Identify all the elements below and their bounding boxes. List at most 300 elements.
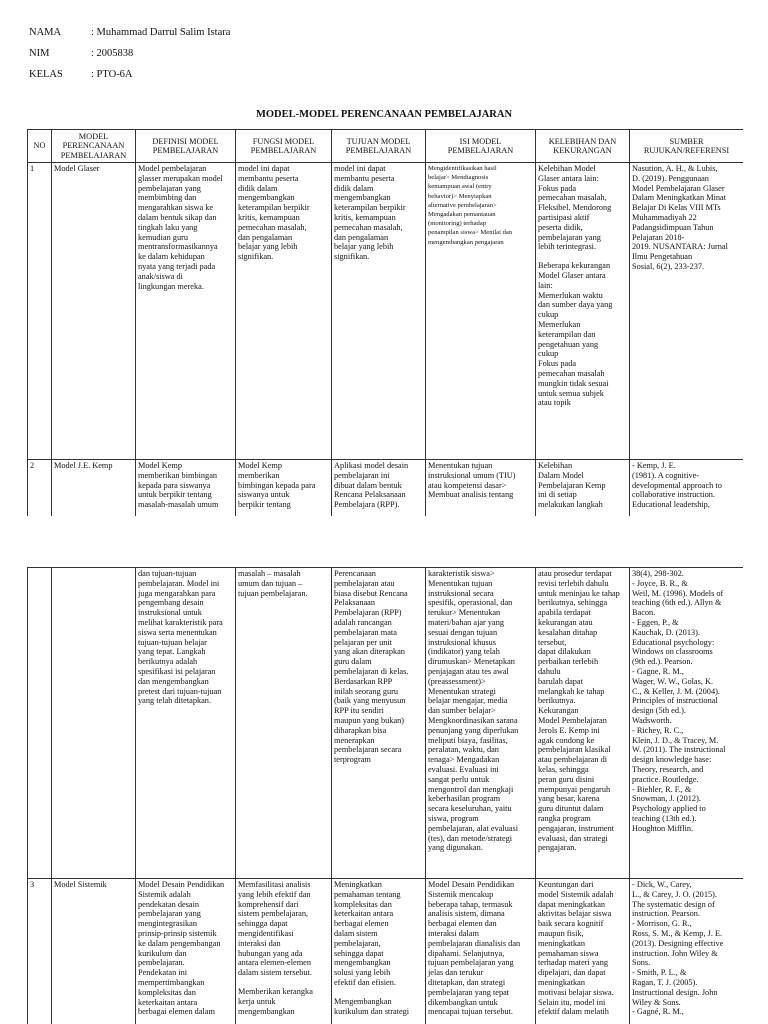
cell-no xyxy=(28,568,52,879)
cell-line: Ross, S. M., & Kemp, J. E. xyxy=(632,928,723,938)
cell-line: Sistemik mencakup xyxy=(428,889,494,899)
cell-tujuan xyxy=(332,568,426,879)
cell-no: 3 xyxy=(28,879,52,1024)
cell-line: didik dalam xyxy=(238,183,278,193)
cell-definisi xyxy=(136,460,236,517)
cell-line: kepada para siswanya xyxy=(138,480,211,490)
cell-line xyxy=(334,988,423,997)
cell-line: 38(4), 298-302. xyxy=(632,569,684,578)
cell-line: Glaser antara lain: xyxy=(538,173,599,183)
cell-line: Memerlukan waktu xyxy=(538,290,603,300)
cell-line: jelas dan terukur xyxy=(428,968,484,978)
cell-line: pembelajaran secara xyxy=(334,745,402,755)
table-row xyxy=(28,460,744,517)
header-no: NO xyxy=(28,130,52,163)
cell-line: pemecahan masalah, xyxy=(238,222,307,232)
header-kelebihan: KELEBIHAN DAN KEKURANGAN xyxy=(536,130,630,163)
cell-line: dahulu xyxy=(538,666,561,676)
cell-line: Instructional design. John xyxy=(632,987,718,997)
cell-model: Model J.E. Kemp xyxy=(52,460,136,517)
cell-line: sehingga dapat xyxy=(238,919,288,929)
cell-line: practice. Routledge. xyxy=(632,774,699,784)
cell-line: (preassessment)> xyxy=(428,676,486,686)
cell-line: melangkah ke tahap xyxy=(538,686,605,696)
cell-line: instruction. Pearson. xyxy=(632,909,700,919)
cell-line: hubungan yang ada xyxy=(238,948,303,958)
cell-line: evaluasi. Evaluasi ini xyxy=(428,764,499,774)
cell-sumber xyxy=(630,163,744,460)
cell-line: Menentukan tujuan xyxy=(428,578,493,588)
cell-line: apabila terdapat xyxy=(538,608,591,618)
cell-line: pretest dari tujuan-tujuan xyxy=(138,686,222,696)
cell-line: teaching (6th ed.). Allyn & xyxy=(632,598,722,608)
cell-line: berikutnya, sehingga xyxy=(538,598,608,608)
cell-line: efektif dalam melatih xyxy=(538,1007,609,1017)
cell-no: 2 xyxy=(28,460,52,517)
cell-line: keterampilan berpikir xyxy=(238,203,310,213)
cell-line: pengembang desain xyxy=(138,598,204,608)
cell-line: secara keseluruhan, yaitu xyxy=(428,804,512,814)
cell-line: (2013). Designing effective xyxy=(632,938,724,948)
cell-line: antara elemen-elemen xyxy=(238,958,312,968)
cell-sumber xyxy=(630,460,744,517)
cell-line: terhadap materi yang xyxy=(538,958,609,968)
cell-line: belajar yang lebih xyxy=(334,242,394,252)
cell-line: pembelajaran. Model ini xyxy=(138,578,220,588)
cell-line: pembelajaran ini xyxy=(334,470,390,480)
cell-line: L., & Carey, J. O. (2015). xyxy=(632,889,717,899)
cell-definisi xyxy=(136,879,236,1024)
cell-line: Kelebihan Model xyxy=(538,164,596,173)
cell-line: Educational psychology: xyxy=(632,637,715,647)
table-row xyxy=(28,879,744,1024)
header-tujuan: TUJUAN MODEL PEMBELAJARAN xyxy=(332,130,426,163)
cell-line: penampilan siswa> Menilai dan xyxy=(428,229,513,237)
cell-line: pembelajaran atau xyxy=(334,578,395,588)
cell-line: memberikan xyxy=(238,470,280,480)
cell-line: yang telah ditetapkan. xyxy=(138,696,212,706)
cell-line: masalah – masalah xyxy=(238,569,301,578)
cell-line: Model Desain Pendidikan xyxy=(138,880,225,889)
cell-line: untuk semua subjek xyxy=(538,388,604,398)
cell-line: - Richey, R. C., xyxy=(632,725,684,735)
cell-line: alternative pembelajaran> xyxy=(428,201,497,209)
cell-line: dan pengalaman xyxy=(334,232,389,242)
cell-line: meningkatkan xyxy=(538,977,586,987)
cell-line: rangka program xyxy=(538,813,591,823)
cell-line: Fokus pada xyxy=(538,183,577,193)
cell-line: penunjang yang diperlukan xyxy=(428,725,519,735)
cell-isi xyxy=(426,568,536,879)
cell-line: pembelajaran yang xyxy=(538,232,601,242)
cell-line: pemahaman siswa xyxy=(538,948,599,958)
cell-line: Kelebihan xyxy=(538,461,573,470)
cell-line: teaching (13th ed.). xyxy=(632,813,697,823)
cell-line: Menentukan strategi xyxy=(428,686,496,696)
cell-line: Fleksibel. Mendorong xyxy=(538,203,612,213)
cell-line: pengajaran. xyxy=(538,843,577,853)
header-nim xyxy=(29,48,133,60)
cell-line: tujuan-tujuan belajar xyxy=(138,637,207,647)
cell-line: pelajaran per unit xyxy=(334,637,393,647)
header-fungsi: FUNGSI MODEL PEMBELAJARAN xyxy=(236,130,332,163)
cell-line: evaluasi, dan strategi xyxy=(538,833,608,843)
cell-line: diharapkan bisa xyxy=(334,725,387,735)
cell-line: model ini dapat xyxy=(334,164,386,173)
cell-line: keterampilan dan xyxy=(538,329,596,339)
cell-line: Memfasilitasi analisis xyxy=(238,880,311,889)
cell-line: terukur> Menentukan xyxy=(428,608,501,618)
cell-line: ke dalam kehidupan xyxy=(138,252,205,262)
cell-line: komprehensif dari xyxy=(238,899,299,909)
cell-line: glasser merupakan model xyxy=(138,173,223,183)
cell-line: dalam sistem xyxy=(334,928,378,938)
cell-line: peran guru disini xyxy=(538,774,595,784)
cell-line: prinsip-prinsip sistemik xyxy=(138,928,217,938)
cell-line: Aplikasi model desain xyxy=(334,461,409,470)
nim-value: : 2005838 xyxy=(91,48,134,59)
table-part-2 xyxy=(27,567,743,1024)
cell-line: instruksional untuk xyxy=(138,608,202,618)
cell-sumber xyxy=(630,879,744,1024)
cell-line: materi/bahan ajar yang xyxy=(428,617,505,627)
cell-line: atau prosedur terdapat xyxy=(538,569,612,578)
cell-line: kekurangan atau xyxy=(538,617,593,627)
cell-line: RPP itu sendiri xyxy=(334,706,384,716)
nim-label: NIM xyxy=(29,48,50,59)
cell-line: - Gagné, R. M., xyxy=(632,1007,684,1017)
cell-line: interaksi dan xyxy=(238,938,281,948)
cell-line: mengembangkan pengajaran xyxy=(428,238,504,246)
cell-line: Model Glaser antara xyxy=(538,270,606,280)
cell-line: pendekatan desain xyxy=(138,899,200,909)
cell-line: signifikan. xyxy=(238,252,274,262)
cell-line: melakukan langkah xyxy=(538,500,603,510)
cell-fungsi xyxy=(236,879,332,1024)
cell-line: cukup xyxy=(538,310,559,320)
cell-line: Jerols E. Kemp ini xyxy=(538,725,600,735)
cell-line: peserta didik, xyxy=(538,222,583,232)
cell-isi xyxy=(426,163,536,460)
cell-line: adalah rancangan xyxy=(334,617,392,627)
table-header-row xyxy=(28,130,744,163)
cell-isi xyxy=(426,879,536,1024)
nama-label: NAMA xyxy=(29,27,62,38)
cell-definisi xyxy=(136,568,236,879)
cell-line: ke dalam pengembangan xyxy=(138,938,221,948)
cell-line: meliputi biaya, fasilitas, xyxy=(428,735,508,745)
cell-line: Windows on classrooms xyxy=(632,647,713,657)
cell-line: Weil, M. (1996). Models of xyxy=(632,588,724,598)
cell-line: Psychology applied to xyxy=(632,804,706,814)
cell-line: Mengembangkan xyxy=(334,996,392,1006)
cell-line: berpikir tentang xyxy=(238,500,291,510)
cell-line: Pembelajaran (RPP) xyxy=(334,608,402,618)
cell-line: peralatan, waktu, dan xyxy=(428,745,499,755)
cell-line: dan pengalaman xyxy=(238,232,293,242)
cell-line: mengidentifikasi xyxy=(238,928,294,938)
cell-line: sistem pembelajaran, xyxy=(238,909,309,919)
cell-line: dan tujuan-tujuan xyxy=(138,569,197,578)
cell-line: Dalam Model xyxy=(538,470,584,480)
cell-line: Kekurangan xyxy=(538,706,579,716)
cell-line: sangat perlu untuk xyxy=(428,774,490,784)
cell-line: analisis sistem, dimana xyxy=(428,909,505,919)
cell-line: berbagai elemen dan xyxy=(428,919,497,929)
cell-model: Model Glaser xyxy=(52,163,136,460)
cell-line: kesalahan ditahap xyxy=(538,627,598,637)
cell-line: mengarahkan siswa ke xyxy=(138,203,214,213)
cell-line: meningkatkan xyxy=(538,938,586,948)
cell-line: pemecahan masalah, xyxy=(334,222,403,232)
cell-line: instruksional khusus xyxy=(428,637,496,647)
cell-line: keterkaitan antara xyxy=(138,997,198,1007)
cell-line: mempertimbangkan xyxy=(138,977,205,987)
cell-line: untuk meninjau ke tahap xyxy=(538,588,620,598)
cell-line: design knowledge base: xyxy=(632,755,712,765)
cell-line: Pelaksanaan xyxy=(334,598,376,608)
cell-line: mengembangkan xyxy=(238,193,295,203)
cell-line: lebih terintegrasi. xyxy=(538,242,597,252)
cell-line: Mengkoordinasikan sarana xyxy=(428,715,518,725)
cell-line: Membuat analisis tentang xyxy=(428,490,514,500)
cell-line: nyata yang terjadi pada xyxy=(138,261,216,271)
cell-line: atau kompetensi dasar> xyxy=(428,480,507,490)
cell-line: keterkaitan antara xyxy=(334,909,394,919)
cell-line: perbaikan terlebih xyxy=(538,657,599,667)
cell-tujuan xyxy=(332,879,426,1024)
cell-line: berikutnya adalah xyxy=(138,657,198,667)
cell-line: sesuai dengan tujuan xyxy=(428,627,498,637)
cell-line: (9th ed.). Pearson. xyxy=(632,657,693,667)
cell-line: (baik yang menyusun xyxy=(334,696,406,706)
cell-line: membantu peserta xyxy=(334,173,395,183)
header-nama xyxy=(29,27,230,39)
cell-line: signifikan. xyxy=(334,252,370,262)
cell-line: dan mengembangkan xyxy=(138,676,209,686)
cell-line: instruksional umum (TIU) xyxy=(428,470,516,480)
cell-line: solusi yang lebih xyxy=(334,968,391,978)
cell-line: Berdasarkan RPP xyxy=(334,676,393,686)
cell-line: tujuan pembelajaran. xyxy=(238,588,308,598)
header-definisi: DEFINISI MODEL PEMBELAJARAN xyxy=(136,130,236,163)
cell-line: beberapa tahap, termasuk xyxy=(428,899,513,909)
cell-line: Wadsworth. xyxy=(632,715,672,725)
cell-line: berikutnya. xyxy=(538,696,576,706)
cell-line: Wager, W. W., Golas, K. xyxy=(632,676,714,686)
cell-line: pembelajaran dianalisis dan xyxy=(428,938,521,948)
header-isi: ISI MODEL PEMBELAJARAN xyxy=(426,130,536,163)
cell-line: efektif dan efisien. xyxy=(334,977,396,987)
cell-line: pembelajaran di kelas. xyxy=(334,666,409,676)
cell-line: keberhasilan program xyxy=(428,794,501,804)
cell-line: Model Pembelajaran Glaser xyxy=(632,183,725,193)
cell-line: melihat karakteristik para xyxy=(138,617,223,627)
cell-line: spesifikasi isi pelajaran xyxy=(138,666,216,676)
cell-line: spesifik, operasional, dan xyxy=(428,598,513,608)
cell-line: Ragan, T. J. (2005). xyxy=(632,977,698,987)
cell-line: mungkin tidak sesuai xyxy=(538,378,609,388)
cell-line: siswa, program xyxy=(428,813,479,823)
cell-line: guru dalam xyxy=(334,657,372,667)
cell-line: biasa disebut Rencana xyxy=(334,588,408,598)
cell-line: pembelajaran yang tepat xyxy=(428,987,510,997)
cell-line: - Kemp, J. E. xyxy=(632,461,676,470)
cell-line: kritis, kemampuan xyxy=(334,212,396,222)
cell-line: (1981). A cognitive- xyxy=(632,470,700,480)
cell-line: (indikator) yang telah xyxy=(428,647,500,657)
cell-line: The systematic design of xyxy=(632,899,715,909)
cell-line xyxy=(238,978,329,987)
cell-line: tingkah laku yang xyxy=(138,222,198,232)
cell-line: kerja untuk xyxy=(238,996,276,1006)
cell-line: Sosial, 6(2), 233-237. xyxy=(632,261,705,271)
cell-line: (tes), dan metode/strategi xyxy=(428,833,513,843)
cell-line: mengintegrasikan xyxy=(138,919,197,929)
cell-line: collaborative instruction. xyxy=(632,490,715,500)
cell-line: dan sumber daya yang xyxy=(538,300,613,310)
cell-line: siswanya untuk xyxy=(238,490,290,500)
cell-line: karakteristik siswa> xyxy=(428,569,495,578)
cell-line: lingkungan mereka. xyxy=(138,281,204,291)
cell-line: berbagai elemen dalam xyxy=(138,1007,215,1017)
cell-line: keterampilan berpikir xyxy=(334,203,406,213)
cell-line: Mengadakan pemantauan xyxy=(428,211,496,219)
cell-line: dipelajari, dan dapat xyxy=(538,968,606,978)
cell-line: terprogram xyxy=(334,755,371,765)
cell-line: kompleksitas dan xyxy=(334,899,392,909)
cell-line: yang lebih efektif dan xyxy=(238,889,311,899)
cell-definisi xyxy=(136,163,236,460)
cell-line: dibuat dalam bentuk xyxy=(334,480,402,490)
cell-line: guru dituntut dalam xyxy=(538,804,604,814)
cell-line: aktivitas belajar siswa xyxy=(538,909,612,919)
cell-line: Snowman, J. (2012). xyxy=(632,794,701,804)
page-title: MODEL-MODEL PERENCANAAN PEMBELAJARAN xyxy=(255,109,513,120)
cell-line: dipahami. Selanjutnya, xyxy=(428,948,505,958)
cell-line: penjajagan atau tes awal xyxy=(428,666,509,676)
cell-line: agak condong ke xyxy=(538,735,595,745)
cell-line: Pelajaran 2018- xyxy=(632,232,685,242)
cell-line: - Gagne, R. M., xyxy=(632,666,684,676)
cell-line: - Eggen, P., & xyxy=(632,617,679,627)
cell-line: Padangsidimpuan Tahun xyxy=(632,222,714,232)
cell-line: yang digunakan. xyxy=(428,843,483,853)
cell-kelebihan xyxy=(536,879,630,1024)
cell-line: Model Kemp xyxy=(238,461,283,470)
cell-line: dapat dilakukan xyxy=(538,647,591,657)
cell-fungsi xyxy=(236,568,332,879)
cell-line: dalam bentuk sikap dan xyxy=(138,212,217,222)
header-sumber: SUMBER RUJUKAN/REFERENSI xyxy=(630,130,744,163)
cell-line: kritis, kemampuan xyxy=(238,212,300,222)
cell-line: pengajaran, instrument xyxy=(538,823,615,833)
cell-line: Ilmu Pengetahuan xyxy=(632,252,693,262)
planning-models-table-continued xyxy=(27,567,743,1024)
planning-models-table xyxy=(27,129,743,516)
cell-line: partisipasi aktif xyxy=(538,212,590,222)
cell-line: Fokus pada xyxy=(538,359,577,369)
cell-line: mencapai tujuan tersebut. xyxy=(428,1007,514,1017)
cell-line: membantu peserta xyxy=(238,173,299,183)
cell-line: revisi terlebih dahulu xyxy=(538,578,609,588)
cell-line: Model Desain Pendidikan xyxy=(428,880,515,889)
cell-line: masalah-masalah umum xyxy=(138,500,219,510)
cell-line: Keuntungan dari xyxy=(538,880,594,889)
cell-line: Pembelajaran Kemp xyxy=(538,480,606,490)
nama-value: : Muhammad Darrul Salim Istara xyxy=(91,27,231,38)
cell-line: Memberikan kerangka xyxy=(238,986,313,996)
cell-line: C., & Keller, J. M. (2004). xyxy=(632,686,720,696)
cell-line: belajar> Mendiagnosis xyxy=(428,174,489,182)
cell-line: Sistemik adalah xyxy=(138,889,191,899)
cell-tujuan xyxy=(332,163,426,460)
cell-line: Sons. xyxy=(632,958,651,968)
cell-line: belajar yang lebih xyxy=(238,242,298,252)
cell-model xyxy=(52,568,136,879)
cell-line: juga mengarahkan para xyxy=(138,588,216,598)
cell-line: maupun fisik, xyxy=(538,928,584,938)
cell-line: maupun yang bukan) xyxy=(334,715,405,725)
cell-line: dapat meningkatkan xyxy=(538,899,606,909)
cell-line: baik secara kognitif xyxy=(538,919,604,929)
cell-line: Rencana Pelaksanaan xyxy=(334,490,406,500)
cell-line: pembelajaran yang xyxy=(138,909,201,919)
kelas-label: KELAS xyxy=(29,69,63,80)
cell-line: pembelajaran yang xyxy=(138,183,201,193)
cell-line: Klein, J. D., & Tracey, M. xyxy=(632,735,719,745)
cell-tujuan xyxy=(332,460,426,517)
cell-line: Meningkatkan xyxy=(334,880,382,889)
cell-line: Pembelajara (RPP). xyxy=(334,500,400,510)
cell-line: kemampuan awal (entry xyxy=(428,183,492,191)
cell-line: Mengidentifikasikan hasil xyxy=(428,165,497,172)
cell-line: Model pembelajaran xyxy=(138,164,207,173)
cell-fungsi xyxy=(236,460,332,517)
cell-line: dikembangkan untuk xyxy=(428,997,498,1007)
cell-line: instruksional secara xyxy=(428,588,494,598)
kelas-value: : PTO-6A xyxy=(91,69,133,80)
table-row xyxy=(28,163,744,460)
cell-kelebihan xyxy=(536,460,630,517)
cell-line: atau pembelajaran di xyxy=(538,755,608,765)
cell-line: tujuan pembelajaran yang xyxy=(428,958,514,968)
cell-line: menerapkan xyxy=(334,735,375,745)
cell-line: Theory, research, and xyxy=(632,764,704,774)
cell-line: bimbingan kepada para xyxy=(238,480,316,490)
cell-line: Beberapa kekurangan xyxy=(538,261,611,271)
cell-line: - Smith, P. L., & xyxy=(632,968,687,978)
cell-line: Wiley & Sons. xyxy=(632,997,681,1007)
cell-line: kelas, sehingga xyxy=(538,764,589,774)
cell-line: - Joyce, B. R., & xyxy=(632,578,688,588)
cell-line: Menentukan tujuan xyxy=(428,461,493,470)
cell-line: behavior)> Menyiapkan xyxy=(428,192,492,200)
cell-line: tersebut, xyxy=(538,637,567,647)
cell-line: mengembangkan xyxy=(334,958,391,968)
cell-kelebihan xyxy=(536,163,630,460)
cell-line: Educational leadership, xyxy=(632,500,710,510)
cell-fungsi xyxy=(236,163,332,460)
cell-line: siswa serta menentukan xyxy=(138,627,217,637)
cell-line: didik dalam xyxy=(334,183,374,193)
cell-line: pemecahan masalah, xyxy=(538,193,607,203)
cell-line xyxy=(538,252,627,261)
cell-line: barulah dapat xyxy=(538,676,583,686)
cell-line: instruction. John Wiley & xyxy=(632,948,718,958)
cell-line: Bacon. xyxy=(632,608,656,618)
cell-line: W. (2011). The instructional xyxy=(632,745,726,755)
